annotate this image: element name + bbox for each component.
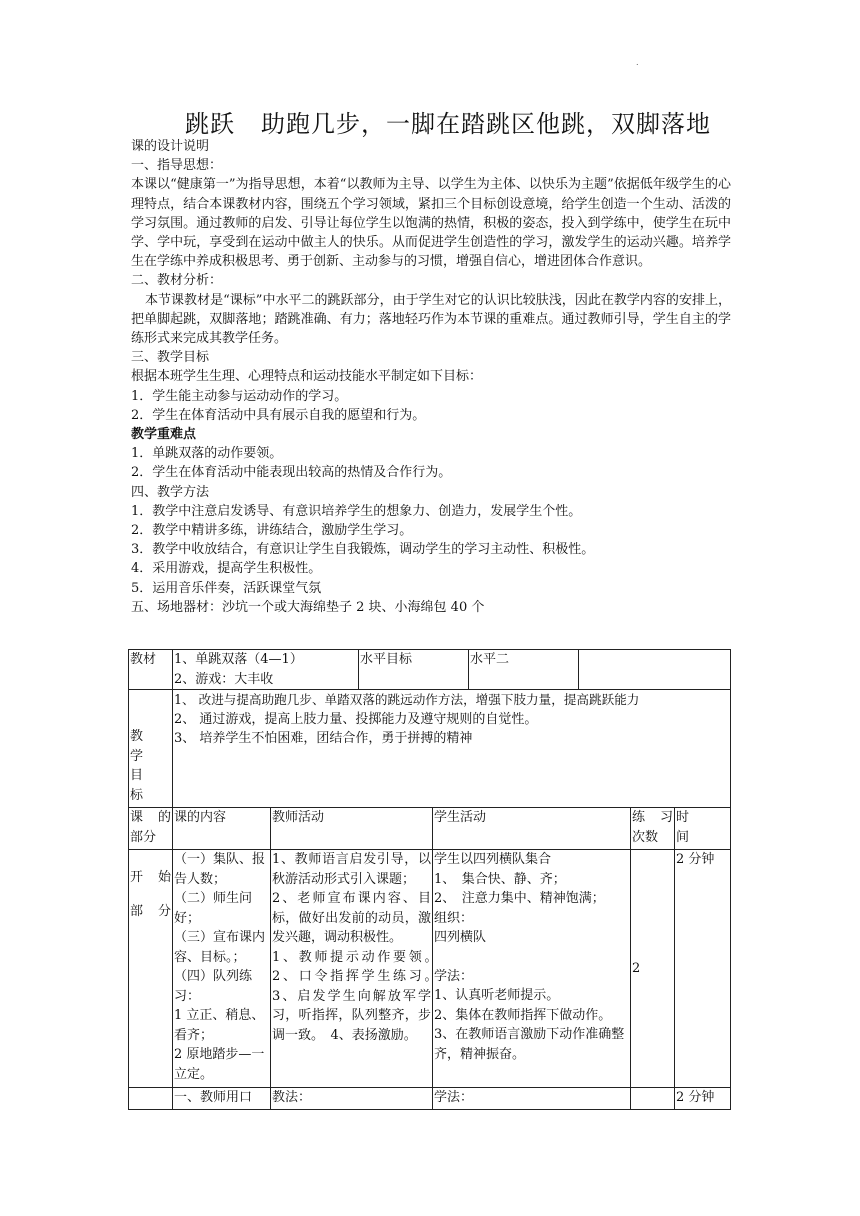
start-part-label [129, 850, 173, 1088]
start-student [433, 850, 631, 1088]
header-time [675, 808, 731, 850]
material-label: 教材 [129, 650, 173, 690]
empty-cell [579, 650, 731, 690]
basic-part-label [129, 1088, 173, 1110]
title-part-2: 助跑几步，一脚在踏跳区他跳，双脚落地 [261, 110, 711, 138]
teacher-item: 1、教师语言启发引导，以秋游活动形式引入课题； [272, 852, 432, 887]
header-count [631, 808, 675, 850]
section-1-heading: 一、指导思想： [131, 158, 223, 174]
header-text: 练 习 [632, 810, 674, 825]
label-char: 目 [130, 768, 144, 783]
basic-student: 学法： [433, 1088, 631, 1110]
table-row [129, 690, 731, 808]
start-time: 2 分钟 [675, 850, 731, 1088]
header-text: 部分 [130, 829, 157, 845]
student-item: 2、集体在教师指挥下做动作。 [434, 1007, 612, 1023]
objectives-label [129, 690, 173, 808]
label-char: 教 [130, 729, 144, 744]
key-points-heading: 教学重难点 [131, 427, 197, 443]
student-item: 组织： [434, 910, 474, 926]
material-item: 2、游戏：大丰收 [174, 671, 274, 687]
objective-item: 3、 培养学生不怕困难，团结合作，勇于拼搏的精神 [174, 731, 473, 746]
basic-time: 2 分钟 [675, 1088, 731, 1110]
start-content [173, 850, 271, 1088]
content-item: 2 原地踏步—一立定。 [174, 1047, 265, 1082]
list-item: 1．学生能主动参与运动动作的学习。 [131, 388, 348, 404]
section-5-text: 五、场地器材：沙坑一个或大海绵垫子 2 块、小海绵包 40 个 [131, 599, 485, 615]
list-item: 2．教学中精讲多练，讲练结合，激励学生学习。 [131, 523, 413, 539]
table-header-row [129, 808, 731, 850]
document-body [131, 137, 731, 617]
section-1-text: 本课以“健康第一”为指导思想，本着“以教师为主导、以学生为主体、以快乐为主题”依据低年级学生的心理特点，结合本课教材内容，围绕五个学习领域，紧扣三个目标创设意境，给学生创造一个生动、活泼的学习氛围。通过教师的启发、引导让每位学生以饱满的热情，积极的姿态，投入到学练中，使学生在玩中学、学中玩，享受到在运动中做主人的快乐。从而促进学生创造性的学习，激发学生的运动兴趣。培养学生在学练中养成积极思考、勇于创新、主动参与的习惯，增强自信心，增进团体合作意识。 [131, 177, 731, 270]
label-char: 学 [130, 748, 144, 764]
section-4-heading: 四、教学方法 [131, 484, 210, 500]
basic-teacher: 教法： [271, 1088, 433, 1110]
part-text: 部 分 [130, 903, 171, 919]
content-item: （四）队列练习： [174, 969, 253, 1004]
section-2-text: 本节课教材是“课标”中水平二的跳跃部分，由于学生对它的认识比较肤浅，因此在教学内容的安排上，把单脚起跳，双脚落地；踏跳准确、有力；落地轻巧作为本节课的重难点。通过教师引导，学生自主的学练形式来完成其教学任务。 [131, 292, 731, 347]
header-text: 次数 [632, 829, 659, 845]
part-text: 开 始 [130, 870, 171, 885]
objective-item: 2、 通过游戏，提高上肢力量、投掷能力及遵守规则的自觉性。 [174, 711, 538, 727]
list-item: 3．教学中收放结合，有意识让学生自我锻炼，调动学生的学习主动性、积极性。 [131, 542, 595, 558]
objectives-content [173, 690, 731, 808]
basic-content: 一、教师用口 [173, 1088, 271, 1110]
header-text: 课 的 [130, 810, 171, 825]
level-label: 水平目标 [359, 650, 469, 690]
content-item: （三）宣布课内容、目标。； [174, 930, 266, 965]
content-item: 1 立正、稍息、看齐； [174, 1008, 265, 1043]
page-title [0, 104, 860, 139]
list-item: 1．教学中注意启发诱导、有意识培养学生的想象力、创造力，发展学生个性。 [131, 503, 582, 519]
student-item: 四列横队 [434, 930, 487, 945]
start-teacher [271, 850, 433, 1088]
header-part [129, 808, 173, 850]
student-item: 2、 注意力集中、精神饱满； [434, 891, 605, 906]
list-item: 5．运用音乐伴奏，活跃课堂气氛 [131, 580, 322, 596]
basic-count [631, 1088, 675, 1110]
list-item: 2．学生在体育活动中具有展示自我的愿望和行为。 [131, 407, 426, 423]
teacher-item: 1、教师提示动作要领。 2、口令指挥学生练习。 3、启发学生向解放军学习，听指挥，队列整齐，步调一致。 4、表扬激励。 [272, 949, 432, 1043]
section-3-heading: 三、教学目标 [131, 350, 210, 366]
header-teacher: 教师活动 [271, 808, 433, 850]
lesson-plan-table [128, 649, 731, 1110]
material-content [173, 650, 359, 690]
student-item: 1、认真听老师提示。 [434, 988, 560, 1003]
table-row [129, 850, 731, 1088]
section-2-heading: 二、教材分析： [131, 273, 223, 289]
header-text: 时 [676, 810, 690, 825]
start-count: 2 [631, 850, 675, 1088]
list-item: 1．单跳双落的动作要领。 [131, 446, 283, 462]
content-item: （二）师生问好； [174, 891, 253, 926]
title-part-1: 跳跃 [185, 110, 235, 138]
header-content: 课的内容 [173, 808, 271, 850]
objective-item: 1、 改进与提高助跑几步、单踏双落的跳远动作方法，增强下肢力量，提高跳跃能力 [174, 692, 640, 707]
teacher-item: 2、老师宣布课内容、目标，做好出发前的动员，激发兴趣，调动积极性。 [272, 891, 432, 945]
student-item: 学法： [434, 968, 474, 984]
student-item: 3、在教师语言激励下动作准确整齐，精神振奋。 [434, 1027, 625, 1062]
table-row [129, 650, 731, 690]
list-item: 2．学生在体育活动中能表现出较高的热情及合作行为。 [131, 465, 452, 481]
header-student: 学生活动 [433, 808, 631, 850]
material-item: 1、单跳双落（4—1） [174, 652, 303, 667]
student-item: 1、 集合快、静、齐； [434, 871, 566, 887]
level-value: 水平二 [469, 650, 579, 690]
section-3-intro: 根据本班学生生理、心理特点和运动技能水平制定如下目标： [131, 369, 483, 385]
header-text: 间 [676, 829, 690, 845]
student-item [434, 948, 629, 967]
content-item: （一）集队、报告人数； [174, 852, 266, 887]
design-heading: 课的设计说明 [131, 139, 210, 154]
page-mark: . [636, 58, 639, 67]
student-item: 学生以四列横队集合 [434, 852, 552, 867]
table-row [129, 1088, 731, 1110]
label-char: 标 [130, 787, 144, 803]
list-item: 4．采用游戏，提高学生积极性。 [131, 561, 322, 577]
